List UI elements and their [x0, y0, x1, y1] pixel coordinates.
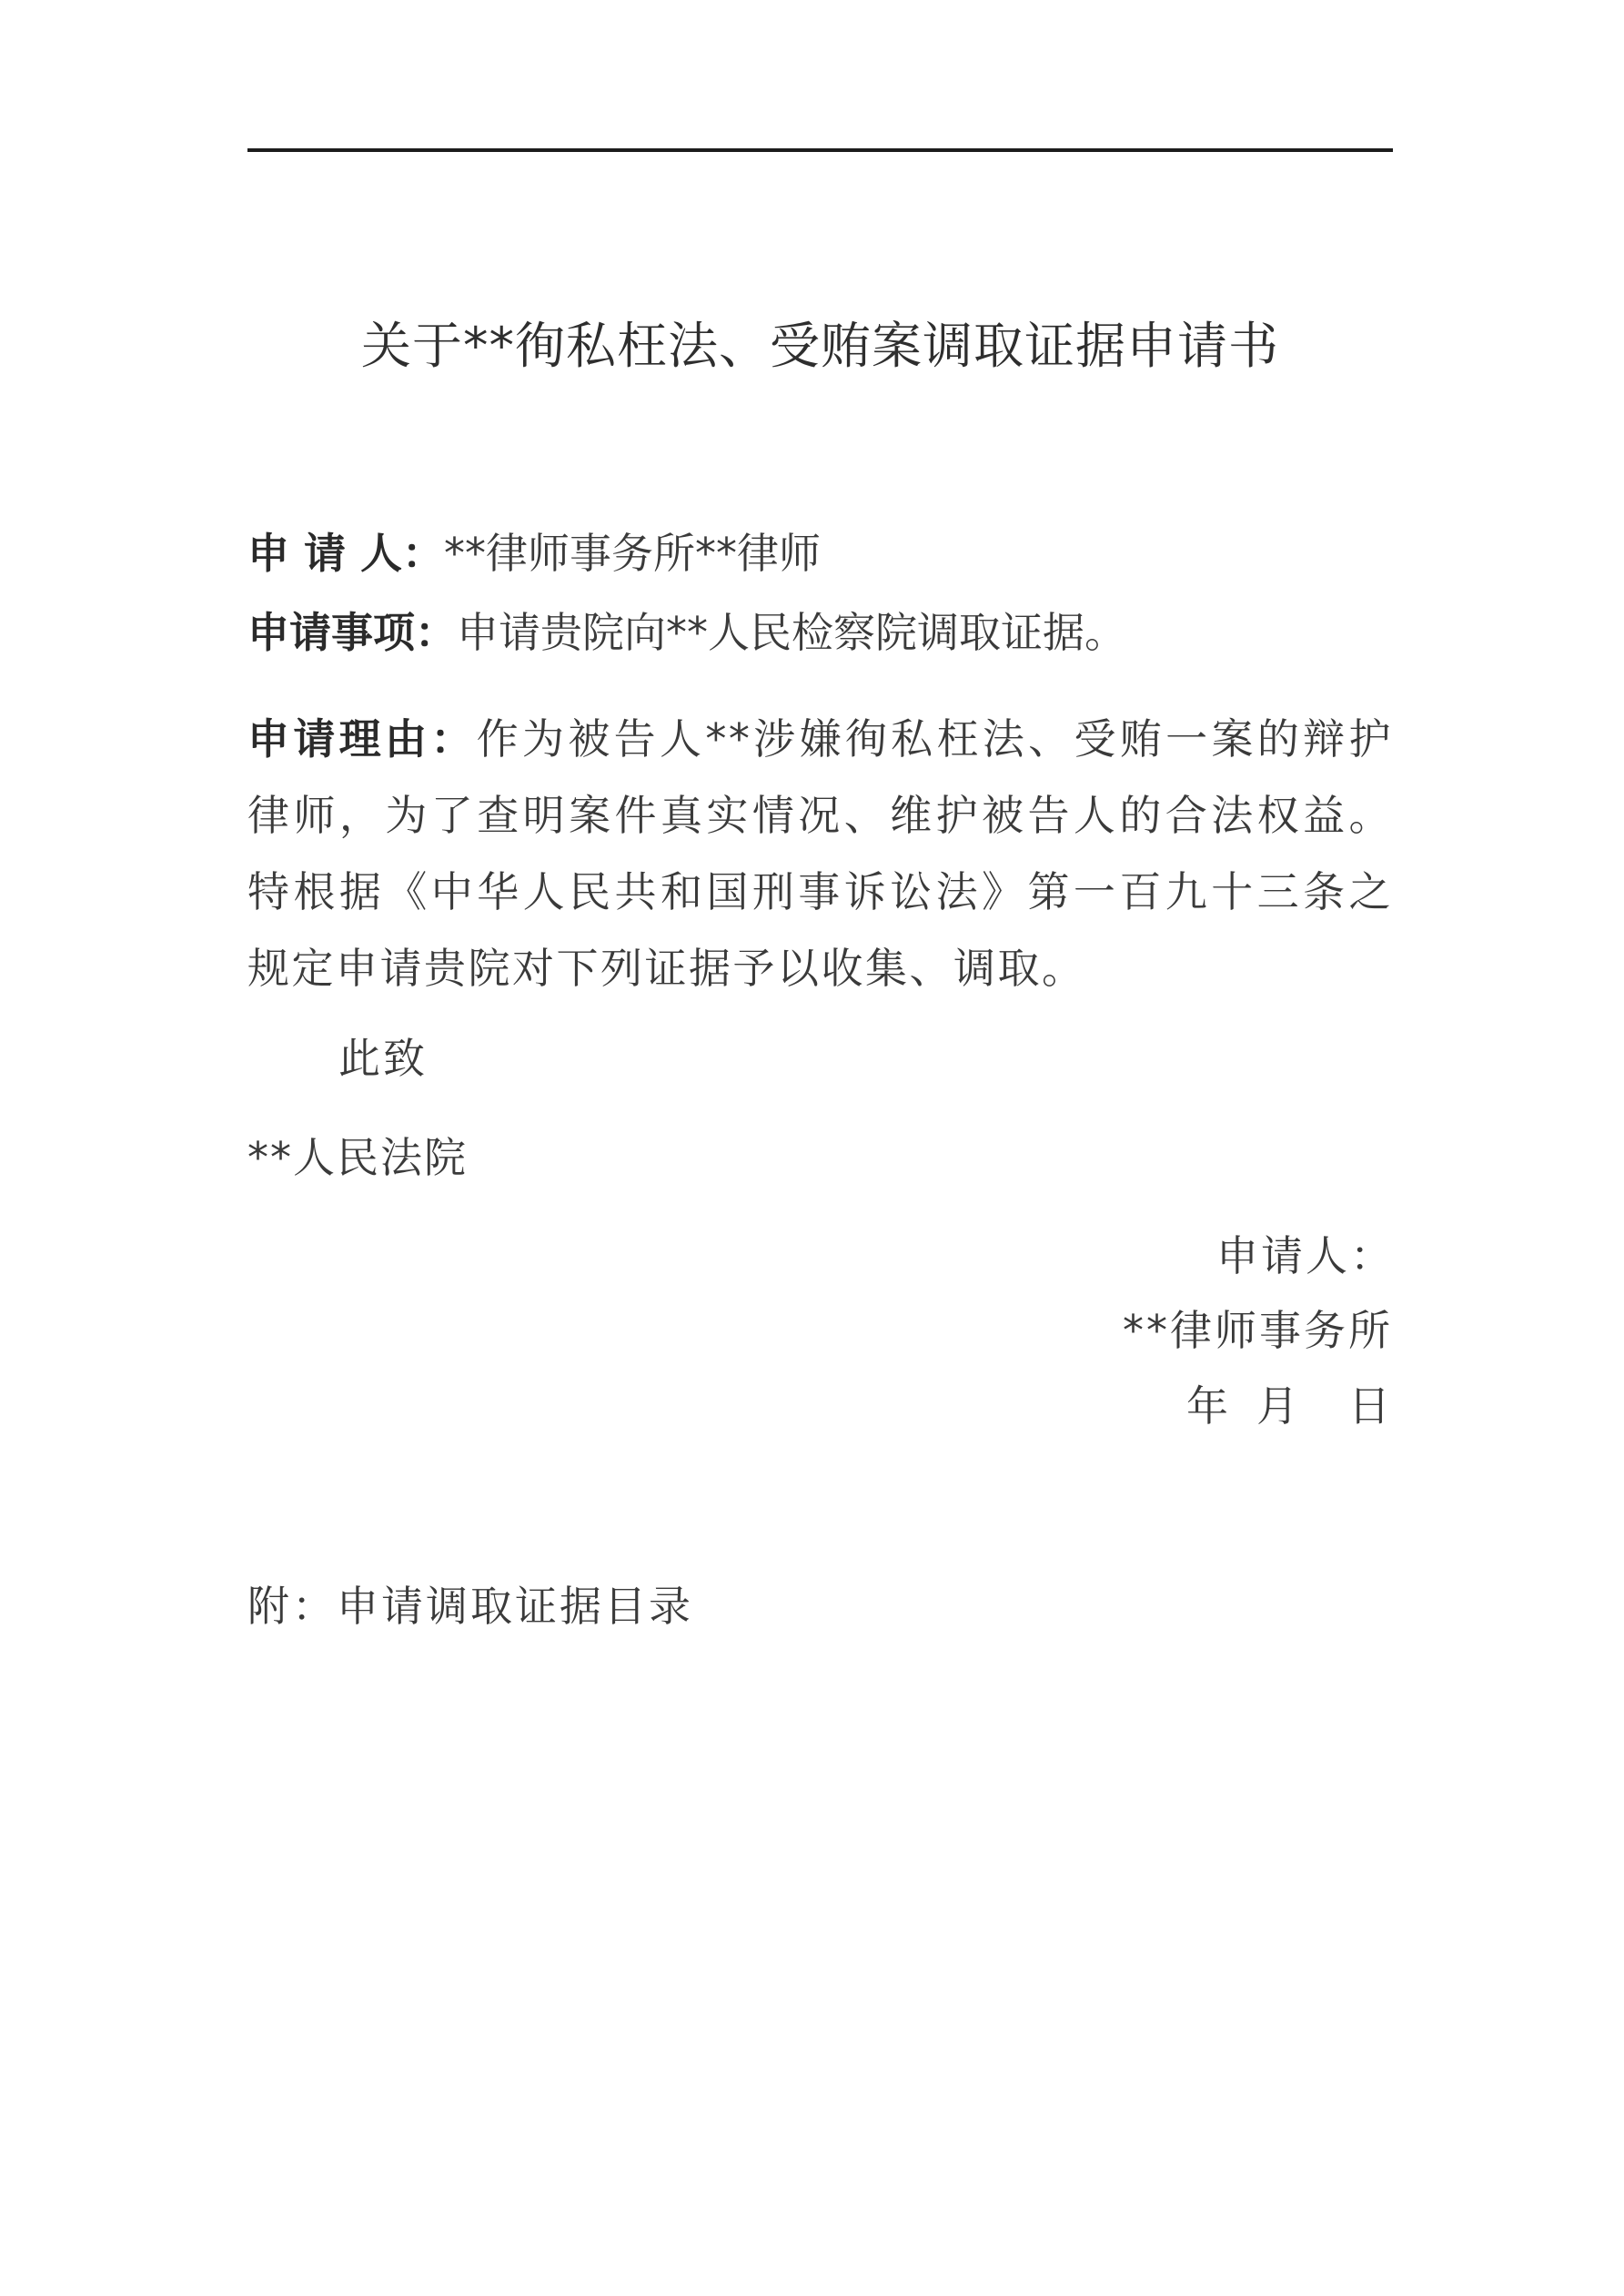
- court-name: **人民法院: [247, 1133, 468, 1182]
- matter-value: 申请贵院向**人民检察院调取证据。: [457, 608, 1126, 657]
- applicant-value: **律师事务所**律师: [444, 529, 822, 578]
- signature-date: [1186, 1379, 1393, 1433]
- signature-firm: **律师事务所: [1123, 1306, 1393, 1355]
- reason-paragraph: [247, 701, 1393, 1006]
- salutation: 此致: [338, 1034, 428, 1083]
- date-month: 月: [1256, 1381, 1301, 1431]
- attachment-note: 附：申请调取证据目录: [247, 1582, 693, 1631]
- applicant-row: [247, 526, 1393, 581]
- applicant-label: 申 请 人：: [247, 529, 445, 578]
- reason-label: 申请理由：: [247, 714, 477, 764]
- date-year: 年: [1186, 1381, 1231, 1431]
- signature-applicant-label: 申请人：: [1216, 1231, 1395, 1280]
- header-rule: [247, 148, 1393, 152]
- document-title: 关于**徇私枉法、受贿案调取证据申请书: [360, 317, 1279, 375]
- reason-value: 作为被告人**涉嫌徇私枉法、受贿一案的辩护律师，为了查明案件真实情况、维护被告人的合法权益。特根据《中华人民共和国刑事诉讼法》第一百九十三条之规定申请贵院对下列证据予以收集、调取。: [247, 714, 1394, 993]
- matter-label: 申请事项：: [247, 608, 457, 657]
- matter-row: [247, 605, 1393, 660]
- date-day: 日: [1348, 1381, 1393, 1431]
